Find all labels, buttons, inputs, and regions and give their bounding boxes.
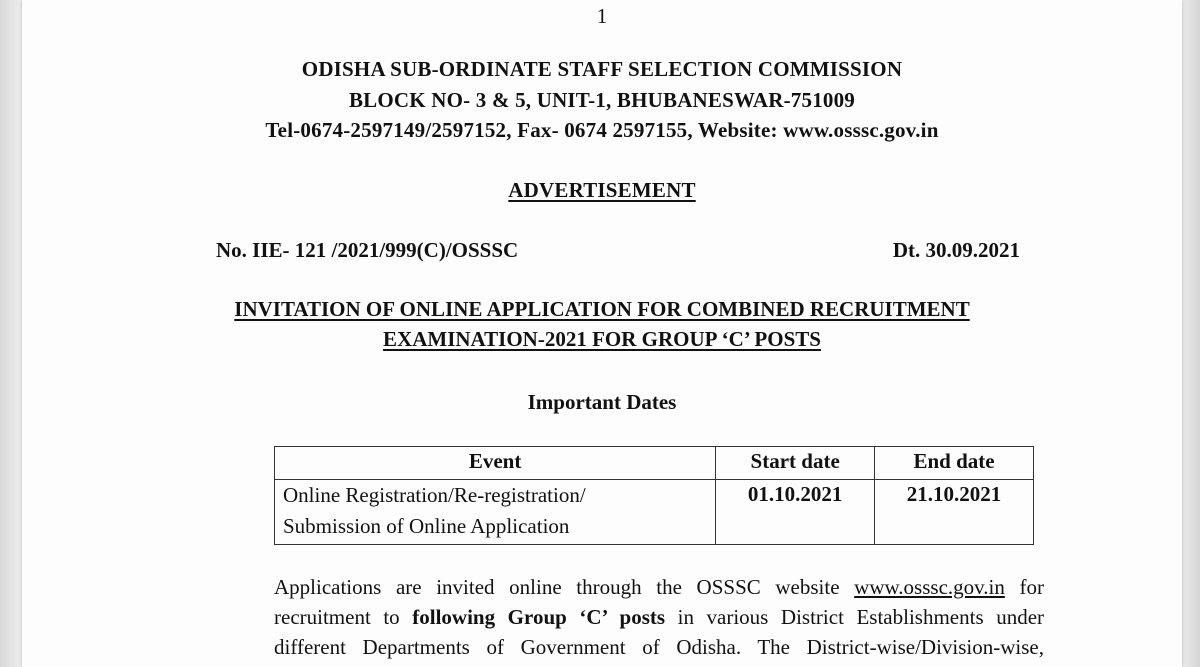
table-row — [275, 480, 1034, 545]
reference-number: No. IIE- 121 /2021/999(C)/OSSSC — [216, 238, 519, 262]
column-header-start-date: Start date — [716, 447, 875, 480]
body-text: recruitment to — [274, 605, 413, 629]
event-cell — [275, 480, 716, 545]
column-header-end-date: End date — [875, 447, 1034, 480]
event-line-1: Online Registration/Re-registration/ — [283, 483, 586, 507]
body-line-3: different Departments of Government of Odisha. The District-wise/Division-wise, — [274, 635, 1044, 659]
body-text: in various District Establishments under — [665, 605, 1045, 629]
document-page — [22, 0, 1182, 667]
body-bold-text: following Group ‘C’ posts — [412, 605, 666, 629]
event-line-2: Submission of Online Application — [283, 514, 570, 538]
invitation-text-2: EXAMINATION-2021 FOR GROUP ‘C’ POSTS — [383, 327, 821, 351]
invitation-text-1: INVITATION OF ONLINE APPLICATION FOR COMBINED RECRUITMENT — [234, 297, 970, 321]
important-dates-heading: Important Dates — [527, 390, 677, 414]
start-date-cell: 01.10.2021 — [716, 480, 875, 545]
advertisement-heading: ADVERTISEMENT — [508, 178, 696, 202]
end-date-cell: 21.10.2021 — [875, 480, 1034, 545]
reference-date: Dt. 30.09.2021 — [892, 238, 1020, 262]
table-header-row — [275, 447, 1034, 480]
org-name: ODISHA SUB-ORDINATE STAFF SELECTION COMMISSION — [301, 57, 903, 81]
page-right-margin — [1182, 0, 1200, 667]
body-text: Applications are invited online through the OSSSC website — [274, 575, 855, 599]
page-left-margin — [0, 0, 22, 667]
invitation-line-2 — [22, 327, 1182, 352]
org-contact: Tel-0674-2597149/2597152, Fax- 0674 2597155, Website: www.osssc.gov.in — [265, 118, 939, 142]
body-line-1 — [274, 572, 1044, 602]
page-number: 1 — [596, 4, 608, 28]
body-text: for — [1004, 575, 1044, 599]
invitation-line-1 — [22, 297, 1182, 322]
body-line-2 — [274, 602, 1044, 632]
org-address: BLOCK NO- 3 & 5, UNIT-1, BHUBANESWAR-751009 — [348, 88, 856, 112]
important-dates-table — [274, 446, 1034, 545]
document-title — [22, 178, 1182, 203]
body-paragraph — [274, 572, 1044, 662]
osssc-website-link[interactable]: www.osssc.gov.in — [854, 575, 1005, 599]
column-header-event: Event — [275, 447, 716, 480]
